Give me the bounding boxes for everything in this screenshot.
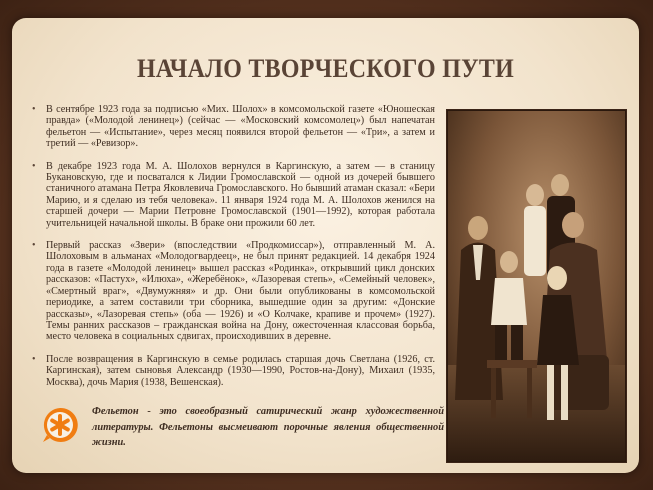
asterisk-circle-icon [40, 405, 80, 445]
paragraph-4 [30, 354, 435, 388]
slide-title: НАЧАЛО ТВОРЧЕСКОГО ПУТИ [136, 54, 515, 83]
paragraph-text: Первый рассказ «Звери» (впоследствии «Продкомиссар»), отправленный М. А. Шолоховым в альманах «Молодогвардеец», не был принят редакцией. 14 декабря 1924 года в газете «Молодой ленинец» вышел рассказ «Родинка», открывший цикл донских рассказов: «Пастух», «Илюха», «Жеребёнок», «Лазоревая степь», «Семейный человек», «Смертный враг», «Двумужняя» и др. Они были опубликованы в комсомольской периодике, а затем составили три сборника, вышедшие один за другим: «Донские рассказы», «Лазоревая степь» (оба — 1926) и «О Колчаке, крапиве и прочем» (1927). Темы ранних рассказов – гражданская война на Дону, ожесточенная классовая борьба, место человека в социальных сдвигах, происходивших в деревне. [46, 240, 435, 343]
paragraph-1 [30, 104, 435, 150]
slide [12, 18, 639, 473]
paragraph-3 [30, 240, 435, 343]
bullet-icon: • [32, 240, 36, 252]
note-text: Фельетон - это своеобразный сатирический жанр художественной литературы. Фельетоны высмеивают порочные явления общественной жизни. [92, 406, 444, 448]
bullet-icon: • [32, 160, 36, 172]
bullet-icon: • [32, 353, 36, 365]
text-column [30, 104, 435, 399]
definition-note [40, 402, 444, 462]
paragraph-text: После возвращения в Каргинскую в семье родилась старшая дочь Светлана (1926, ст. Каргинская), затем сыновья Александр (1930—1990, Ростов-на-Дону), Михаил (1935, Москва), дочь Мария (1938, Вешенская). [46, 353, 435, 388]
paragraph-2 [30, 161, 435, 229]
paragraph-text: В сентябре 1923 года за подписью «Мих. Шолох» в комсомольской газете «Юношеская правда» («Молодой ленинец») (сейчас — «Московский комсомолец») был напечатан фельетон — «Испытание», через месяц появился второй фельетон — «Три», а затем и третий — «Ревизор». [46, 104, 435, 150]
bullet-icon: • [32, 104, 36, 115]
paragraph-text: В декабре 1923 года М. А. Шолохов вернулся в Каргинскую, а затем — в станицу Букановскую, где и посватался к Лидии Громославской — одной из дочерей бывшего станичного атамана Петра Яковлевича Громославского. Но бывший атаман сказал: «Бери Марию, и я сделаю из тебя человека». 11 января 1924 года М. А. Шолохов женился на старшей дочери — Марии Петровне Громославской (1901—1992), которая работала учительницей начальной школы. В браке они прожили 60 лет. [46, 160, 435, 229]
family-sepia-photo [446, 109, 627, 463]
